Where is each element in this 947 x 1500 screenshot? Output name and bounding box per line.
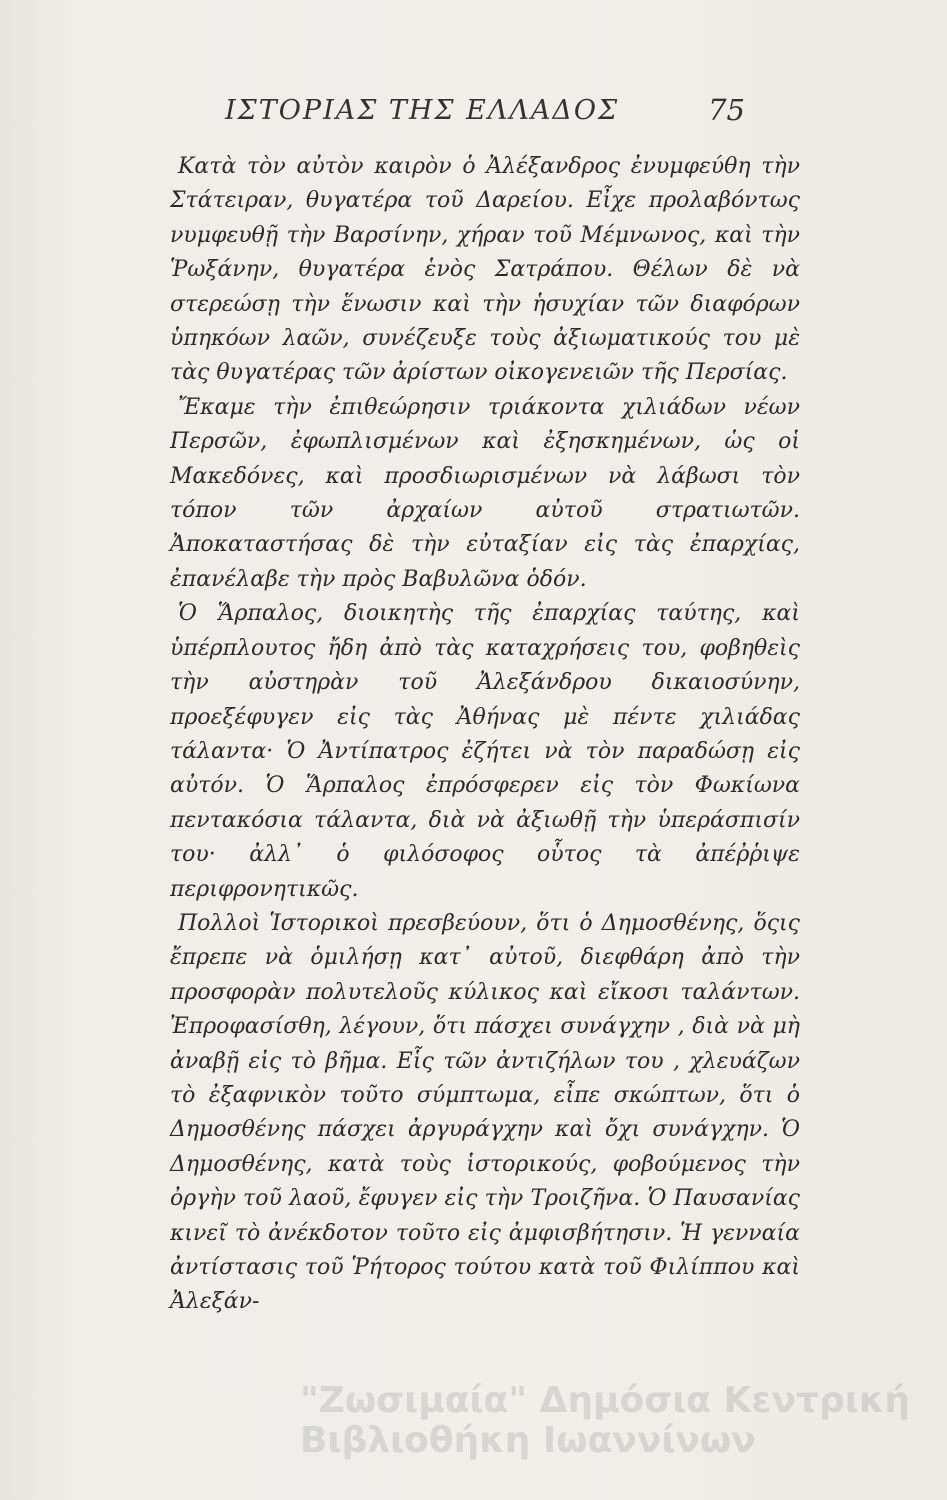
paragraph-1: Κατὰ τὸν αὐτὸν καιρὸν ὁ Ἀλέξανδρος ἐνυμφεύθη τὴν Στάτειραν, θυγατέρα τοῦ Δαρείου. Εἶχε προλαβόντως νυμφευθῇ τὴν Βαρσίνην, χήραν τοῦ Μέμνωνος, καὶ τὴν Ῥωξάνην, θυγατέρα ἑνὸς Σατράπου. Θέλων δὲ νὰ στερεώσῃ τὴν ἕνωσιν καὶ τὴν ἡσυχίαν τῶν διαφόρων ὑπηκόων λαῶν, συνέζευξε τοὺς ἀξιωματικούς του μὲ τὰς θυγατέρας τῶν ἀρίστων οἰκογενειῶν τῆς Περσίας.: [170, 154, 800, 386]
body-text: [170, 150, 800, 1320]
page-header: [225, 95, 745, 135]
paragraph-3: Ὁ Ἅρπαλος, διοικητὴς τῆς ἐπαρχίας ταύτης, καὶ ὑπέρπλουτος ἤδη ἀπὸ τὰς καταχρήσεις του, φοβηθεὶς τὴν αὐστηρὰν τοῦ Ἀλεξάνδρου δικαιοσύνην, προεξέφυγεν εἰς τὰς Ἀθήνας μὲ πέντε χιλιάδας τάλαντα· Ὁ Ἀντίπατρος ἐζήτει νὰ τὸν παραδώσῃ εἰς αὐτόν. Ὁ Ἅρπαλος ἐπρόσφερεν εἰς τὸν Φωκίωνα πεντακόσια τάλαντα, διὰ νὰ ἀξιωθῇ τὴν ὑπεράσπισίν του· ἀλλ᾽ ὁ φιλόσοφος οὗτος τὰ ἀπέῤῥιψε περιφρονητικῶς.: [170, 601, 800, 902]
paragraph-2: Ἔκαμε τὴν ἐπιθεώρησιν τριάκοντα χιλιάδων νέων Περσῶν, ἐφωπλισμένων καὶ ἐξησκημένων, ὡς οἱ Μακεδόνες, καὶ προσδιωρισμένων νὰ λάβωσι τὸν τόπον τῶν ἀρχαίων αὐτοῦ στρατιωτῶν. Ἀποκαταστήσας δὲ τὴν εὐταξίαν εἰς τὰς ἐπαρχίας, ἐπανέλαβε τὴν πρὸς Βαβυλῶνα ὁδόν.: [170, 394, 800, 592]
running-head: ΙΣΤΟΡΙΑΣ ΤΗΣ ΕΛΛΑΔΟΣ: [225, 95, 620, 126]
page-number: 75: [708, 93, 745, 127]
library-watermark-line-1: "Ζωσιμαία" Δημόσια Κεντρική: [300, 1380, 910, 1421]
paragraph-4: Πολλοὶ Ἱστορικοὶ πρεσβεύουν, ὅτι ὁ Δημοσθένης, ὅςις ἔπρεπε νὰ ὁμιλήσῃ κατ᾽ αὐτοῦ, διεφθάρη ἀπὸ τὴν προσφορὰν πολυτελοῦς κύλικος καὶ εἴκοσι ταλάντων. Ἐπροφασίσθη, λέγουν, ὅτι πάσχει συνάγχην , διὰ νὰ μὴ ἀναβῇ εἰς τὸ βῆμα. Εἷς τῶν ἀντιζήλων του , χλευάζων τὸ ἐξαφνικὸν τοῦτο σύμπτωμα, εἶπε σκώπτων, ὅτι ὁ Δημοσθένης πάσχει ἀργυράγχην καὶ ὄχι συνάγχην. Ὁ Δημοσθένης, κατὰ τοὺς ἱστορικούς, φοβούμενος τὴν ὀργὴν τοῦ λαοῦ, ἔφυγεν εἰς τὴν Τροιζῆνα. Ὁ Παυσανίας κινεῖ τὸ ἀνέκδοτον τοῦτο εἰς ἀμφισβήτησιν. Ἡ γενναία ἀντίστασις τοῦ Ῥήτορος τούτου κατὰ τοῦ Φιλίππου καὶ Ἀλεξάν-: [170, 910, 800, 1315]
library-watermark-line-2: Βιβλιοθήκη Ιωαννίνων: [300, 1420, 756, 1461]
